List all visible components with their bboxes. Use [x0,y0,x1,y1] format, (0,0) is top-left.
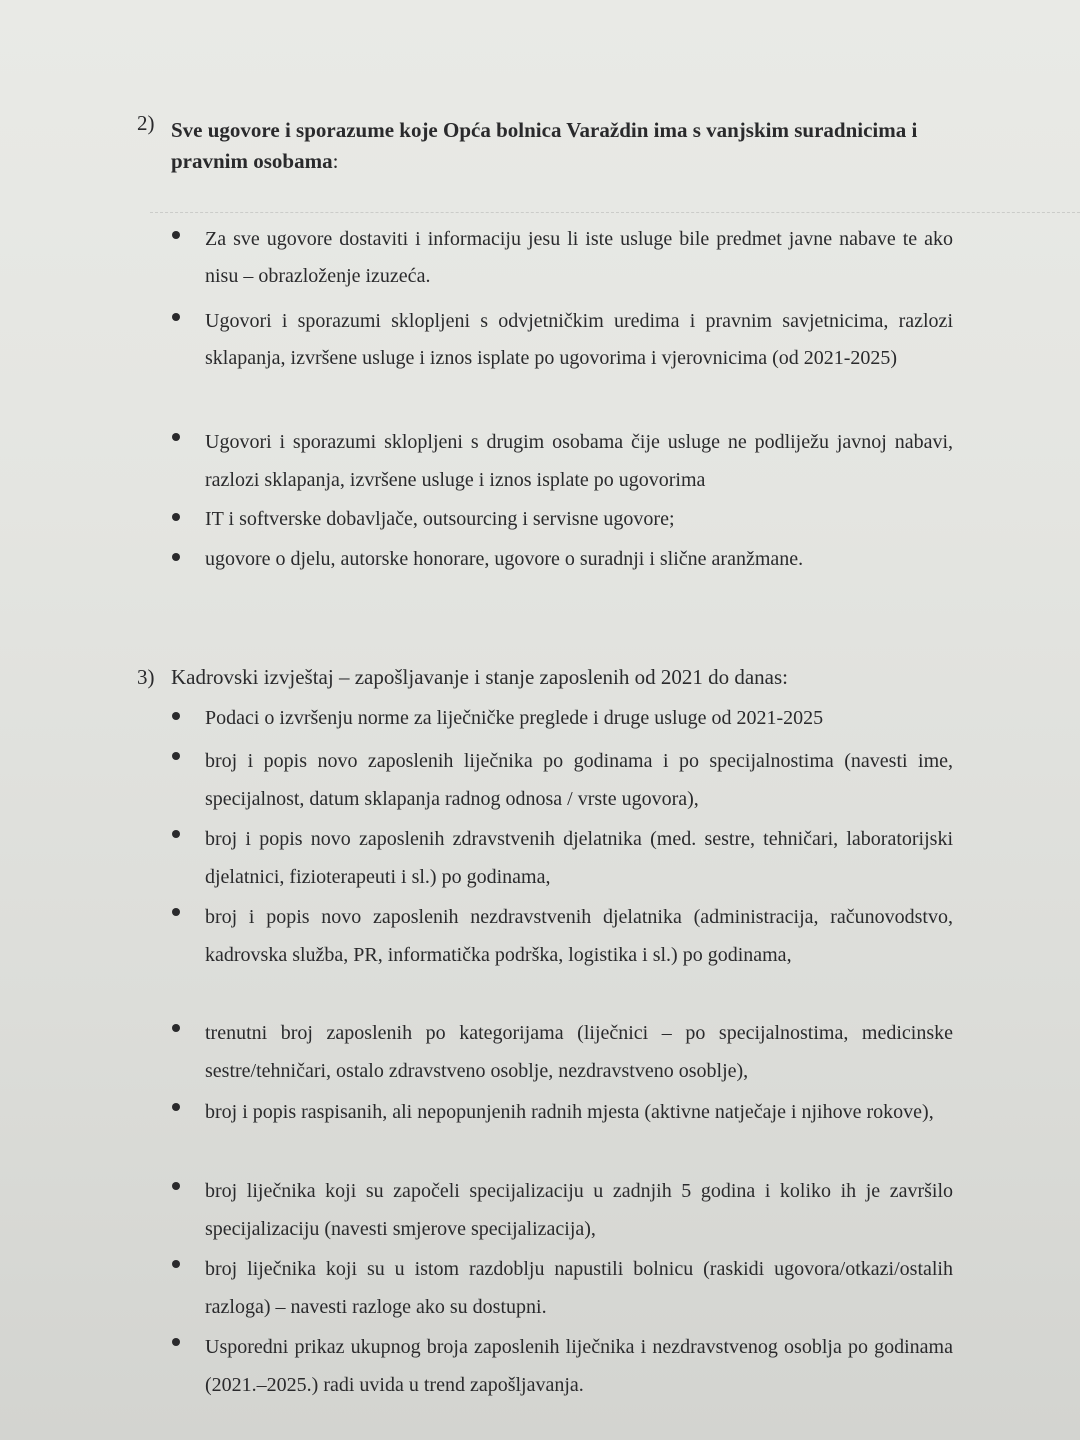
bullet-icon [172,313,180,321]
section-2-number: 2) [137,111,155,135]
bullet-icon [172,752,180,760]
section-3-item-text: broj liječnika koji su započeli specijalizaciju u zadnjih 5 godina i koliko ih je završilo specijalizaciju (navesti smjerove specijalizacija), [205,1180,953,1240]
section-3-item-text: broj i popis novo zaposlenih nezdravstvenih djelatnika (administracija, računovodstvo, kadrovska služba, PR, informatička podrška, logistika i sl.) po godinama, [205,906,953,966]
bullet-icon [172,830,180,838]
section-3-item-text: trenutni broj zaposlenih po kategorijama (liječnici – po specijalnostima, medicinske sestre/tehničari, ostalo zdravstveno osoblje, nezdravstveno osoblje), [205,1022,953,1082]
section-3-item-text: broj i popis novo zaposlenih liječnika po godinama i po specijalnostima (navesti ime, specijalnost, datum sklapanja radnog odnosa / vrste ugovora), [205,750,953,810]
section-3-item-text: broj liječnika koji su u istom razdoblju napustili bolnicu (raskidi ugovora/otkazi/ostalih razloga) – navesti razloge ako su dostupni. [205,1258,953,1318]
bullet-icon [172,513,180,521]
paper-fold-line [150,212,1080,213]
bullet-icon [172,1260,180,1268]
section-3-title: Kadrovski izvještaj – zapošljavanje i stanje zaposlenih od 2021 do danas: [171,665,789,689]
bullet-icon [172,1182,180,1190]
bullet-icon [172,1338,180,1346]
bullet-icon [172,433,180,441]
bullet-icon [172,553,180,561]
bullet-icon [172,1103,180,1111]
section-2-item-text: Za sve ugovore dostaviti i informaciju jesu li iste usluge bile predmet javne nabave te ako nisu – obrazloženje izuzeća. [205,228,953,287]
bullet-icon [172,908,180,916]
section-3-number: 3) [137,665,155,689]
bullet-icon [172,1024,180,1032]
section-2-item-text: Ugovori i sporazumi sklopljeni s odvjetničkim uredima i pravnim savjetnicima, razlozi sklapanja, izvršene usluge i iznos isplate po ugovorima i vjerovnicima (od 2021-2025) [205,310,953,369]
section-2-item-text: ugovore o djelu, autorske honorare, ugovore o suradnji i slične aranžmane. [205,548,804,570]
section-3-item-text: broj i popis raspisanih, ali nepopunjenih radnih mjesta (aktivne natječaje i njihove rokove), [205,1101,934,1123]
section-3-item-text: Usporedni prikaz ukupnog broja zaposlenih liječnika i nezdravstvenog osoblja po godinama (2021.–2025.) radi uvida u trend zapošljavanja. [205,1336,953,1396]
section-2-title-suffix: : [332,149,339,173]
section-2-item-text: Ugovori i sporazumi sklopljeni s drugim osobama čije usluge ne podliježu javnoj nabavi, razlozi sklapanja, izvršene usluge i iznos isplate po ugovorima [205,431,953,491]
section-2-title-text: Sve ugovore i sporazume koje Opća bolnica Varaždin ima s vanjskim suradnicima i pravnim osobama [171,118,918,173]
bullet-icon [172,712,180,720]
section-2-item-text: IT i softverske dobavljače, outsourcing i servisne ugovore; [205,508,675,530]
section-2-title [171,115,971,177]
section-3-item-text: Podaci o izvršenju norme za liječničke preglede i druge usluge od 2021-2025 [205,707,824,729]
section-3-item-text: broj i popis novo zaposlenih zdravstvenih djelatnika (med. sestre, tehničari, laboratorijski djelatnici, fizioterapeuti i sl.) po godinama, [205,828,953,888]
bullet-icon [172,231,180,239]
